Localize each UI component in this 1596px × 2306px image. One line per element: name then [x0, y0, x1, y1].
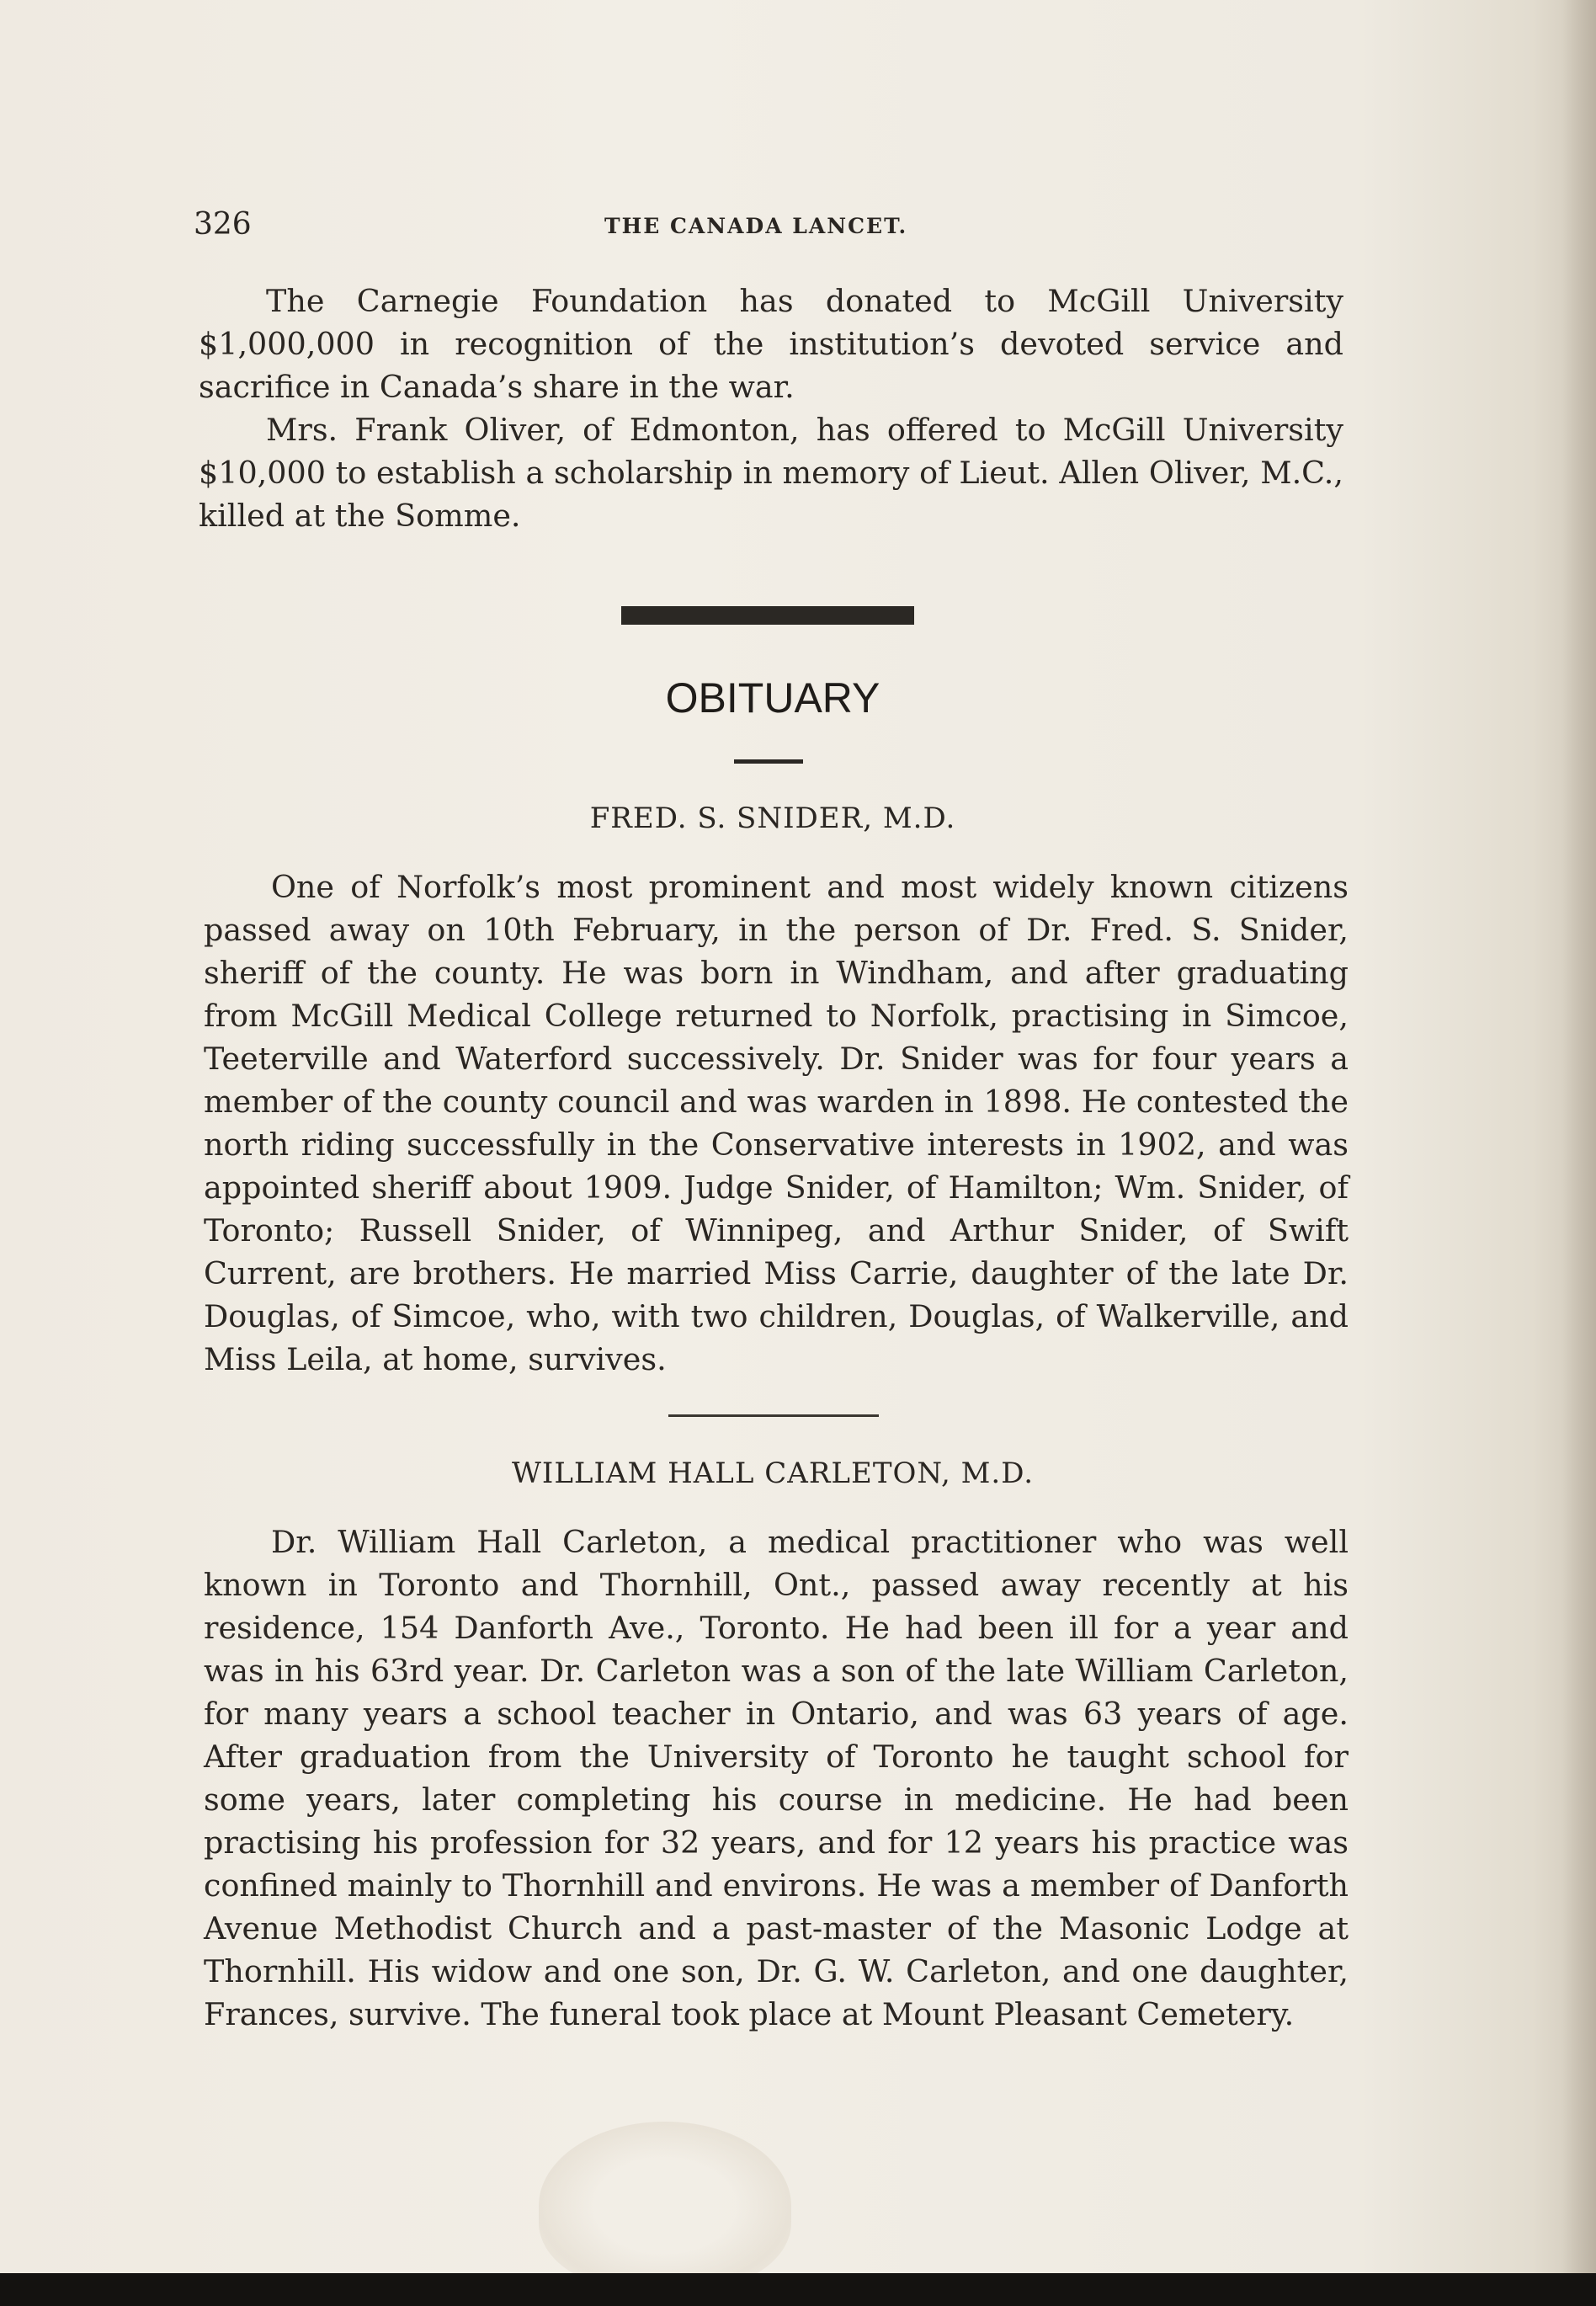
- intro-paragraph-carnegie: The Carnegie Foundation has donated to McGill University $1,000,000 in recognition of the institution’s devoted service and sacrifice in Canada’s share in the war.: [199, 283, 1343, 405]
- intro-paragraph-oliver: Mrs. Frank Oliver, of Edmonton, has offered to McGill University $10,000 to establish a scholarship in memory of Lieut. Allen Oliver, M.C., killed at the Somme.: [199, 412, 1343, 534]
- obituary-text: Dr. William Hall Carleton, a medical practitioner who was well known in Toronto and Thornhill, Ont., passed away recently at his residence, 154 Danforth Ave., Toronto. He had been ill for a year and was in his 63rd year. Dr. Carleton was a son of the late William Carleton, for many years a school teacher in Ontario, and was 63 years of age. After graduation from the University of Toronto he taught school for some years, later completing his course in medicine. He had been practising his profession for 32 years, and for 12 years his practice was confined mainly to Thornhill and environs. He was a member of Danforth Avenue Methodist Church and a past-master of the Masonic Lodge at Thornhill. His widow and one son, Dr. G. W. Carleton, and one daughter, Frances, survive. The funeral took place at Mount Pleasant Cemetery.: [204, 1524, 1349, 2032]
- obituary-text: One of Norfolk’s most prominent and most widely known citizens passed away on 10th February, in the person of Dr. Fred. S. Snider, sheriff of the county. He was born in Windham, and after graduating from McGill Medical College returned to Norfolk, practising in Simcoe, Teeterville and Waterford successively. Dr. Snider was for four years a member of the county council and was warden in 1898. He contested the north riding successfully in the Conservative interests in 1902, and was appointed sheriff about 1909. Judge Snider, of Hamilton; Wm. Snider, of Toronto; Russell Snider, of Winnipeg, and Arthur Snider, of Swift Current, are brothers. He married Miss Carrie, daughter of the late Dr. Douglas, of Simcoe, who, with two children, Douglas, of Walkerville, and Miss Leila, at home, survives.: [204, 869, 1349, 1377]
- running-head: [194, 207, 1338, 249]
- obituary-name: WILLIAM HALL CARLETON, M.D.: [511, 1457, 1035, 1490]
- obituary-entry: [204, 865, 1349, 1381]
- page-gutter-shadow: [1562, 0, 1596, 2273]
- journal-title: THE CANADA LANCET.: [604, 214, 908, 238]
- heading-underline: [734, 759, 803, 764]
- page-number: 326: [194, 207, 252, 242]
- paper-stain: [539, 2122, 791, 2273]
- obituary-name: FRED. S. SNIDER, M.D.: [589, 802, 956, 835]
- section-heading: OBITUARY: [665, 674, 880, 722]
- obituary-divider: [668, 1414, 879, 1417]
- section-divider-heavy: [621, 606, 914, 625]
- obituary-entry: [204, 1520, 1349, 2036]
- page-bottom-edge: [0, 2273, 1596, 2306]
- intro-section: [199, 280, 1343, 537]
